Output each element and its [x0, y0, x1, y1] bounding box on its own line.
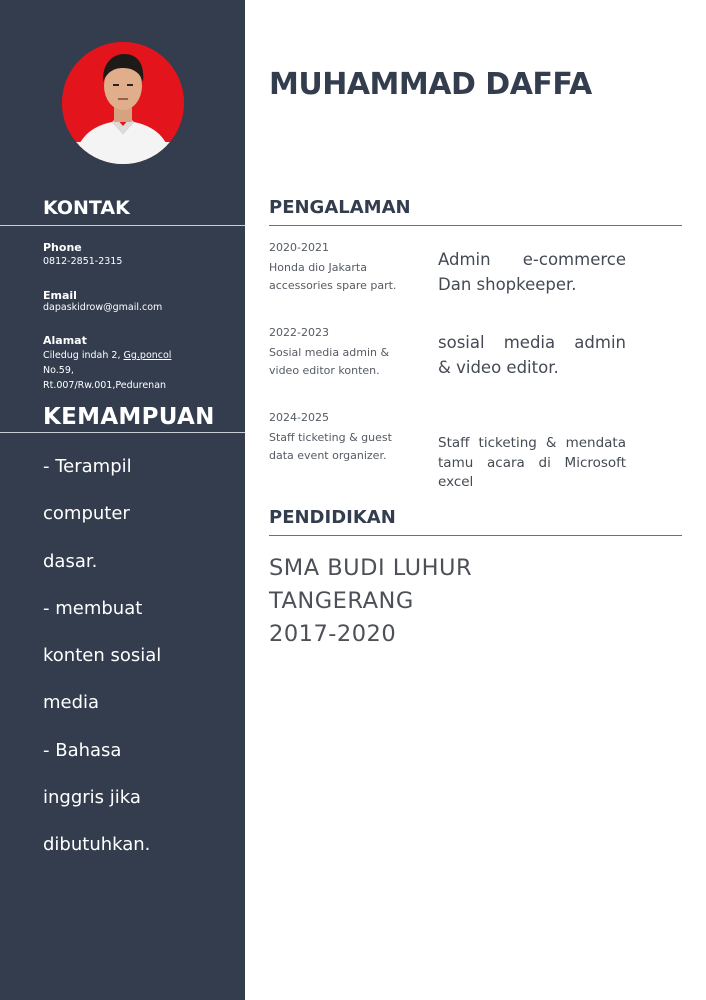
alamat-line1-link[interactable]: Gg.poncol [123, 350, 172, 361]
skill-line: - membuat [43, 597, 143, 619]
kontak-divider [0, 225, 245, 226]
pengalaman-divider [269, 225, 682, 226]
experience-company-line: video editor konten. [269, 363, 380, 377]
education-city: TANGERANG [269, 588, 414, 614]
sidebar [0, 0, 245, 1000]
email-value[interactable]: dapaskidrow@gmail.com [43, 302, 163, 313]
experience-company-line: data event organizer. [269, 448, 387, 462]
experience-company-line: Sosial media admin & [269, 346, 390, 359]
skill-line: media [43, 692, 100, 714]
alamat-label: Alamat [43, 334, 87, 347]
alamat-value [43, 348, 233, 393]
kemampuan-divider [0, 432, 245, 433]
phone-label: Phone [43, 241, 82, 254]
alamat-line1-prefix: Ciledug indah 2, [43, 350, 124, 361]
experience-year: 2020-2021 [269, 241, 329, 254]
experience-company-line: Honda dio Jakarta [269, 261, 367, 274]
experience-year: 2022-2023 [269, 326, 329, 339]
skill-line: - Terampil [43, 456, 132, 477]
pengalaman-heading: PENGALAMAN [269, 197, 411, 218]
experience-role: Staff ticketing & mendata tamu acara di Microsoft excel [438, 435, 626, 490]
pendidikan-divider [269, 535, 682, 536]
skill-line: konten sosial [43, 645, 162, 667]
experience-role-line: sosial media admin [438, 333, 626, 352]
alamat-line3: Rt.007/Rw.001,Pedurenan [43, 380, 167, 391]
skill-line: dibutuhkan. [43, 834, 151, 856]
kontak-heading: KONTAK [43, 197, 130, 219]
profile-photo [62, 42, 184, 164]
person-name: MUHAMMAD DAFFA [269, 67, 592, 102]
experience-company [269, 344, 419, 379]
skill-line: - Bahasa [43, 739, 122, 761]
profile-photo-icon [62, 42, 184, 164]
education-years: 2017-2020 [269, 621, 397, 647]
kemampuan-heading: KEMAMPUAN [43, 404, 215, 430]
skill-line: dasar. [43, 550, 98, 572]
experience-company [269, 429, 419, 464]
experience-role-line: & video editor. [438, 358, 559, 377]
experience-role [438, 247, 626, 297]
experience-year: 2024-2025 [269, 411, 329, 424]
experience-company-line: Staff ticketing & guest [269, 431, 392, 444]
skills-list [43, 443, 238, 869]
skill-line: inggris jika [43, 787, 141, 809]
skill-line: computer [43, 503, 130, 525]
email-label: Email [43, 289, 77, 302]
experience-role [438, 330, 626, 380]
experience-role-line: Dan shopkeeper. [438, 275, 577, 294]
phone-value: 0812-2851-2315 [43, 256, 123, 267]
experience-company-line: accessories spare part. [269, 278, 397, 292]
experience-company [269, 259, 419, 294]
pendidikan-heading: PENDIDIKAN [269, 507, 396, 528]
education-entry [269, 552, 529, 651]
alamat-line2: No.59, [43, 365, 74, 376]
education-school: SMA BUDI LUHUR [269, 555, 473, 581]
experience-role-line: Admin e-commerce [438, 250, 626, 269]
